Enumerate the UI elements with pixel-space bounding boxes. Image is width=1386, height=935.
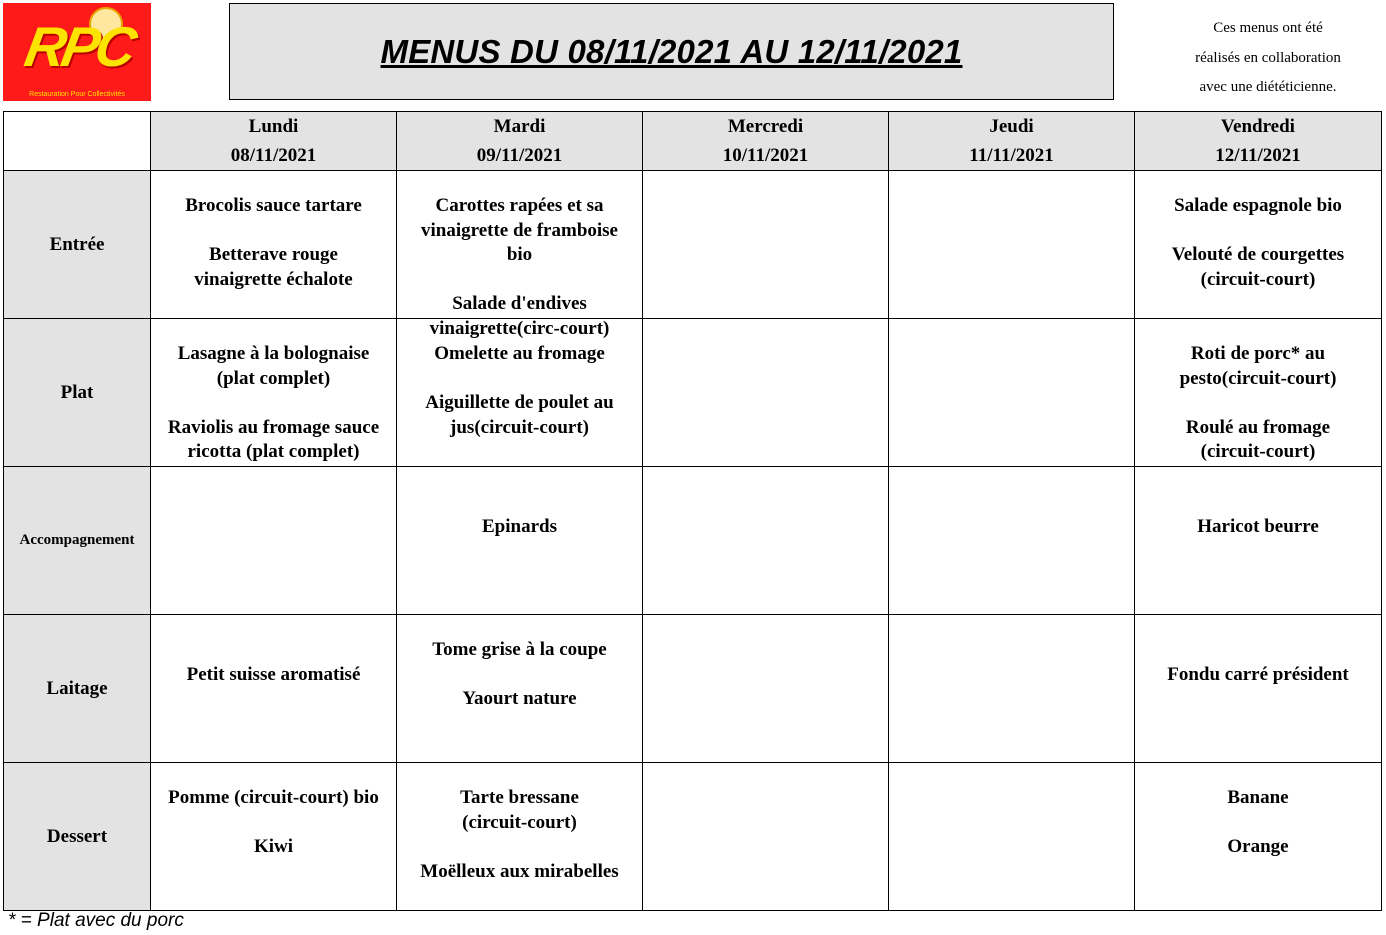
cell-plat-lundi bbox=[151, 319, 397, 467]
dish-line: bio bbox=[506, 244, 533, 265]
logo-subtitle: Restauration Pour Collectivités bbox=[29, 91, 125, 98]
note-line: Ces menus ont été bbox=[1213, 20, 1323, 36]
dish-line: Yaourt nature bbox=[462, 688, 577, 709]
cell-laitage-mardi bbox=[397, 615, 643, 763]
row-entree bbox=[4, 171, 1382, 319]
dish-line: Moëlleux aux mirabelles bbox=[420, 860, 619, 882]
cell-laitage-mercredi bbox=[643, 615, 889, 763]
cell-dessert-mercredi bbox=[643, 763, 889, 911]
cell-plat-mardi bbox=[397, 319, 643, 467]
cell-accompagnement-jeudi bbox=[889, 467, 1135, 615]
dish-line: ricotta (plat complet) bbox=[187, 441, 360, 462]
dish-line: Tome grise à la coupe bbox=[432, 639, 607, 660]
logo-letters: RPC bbox=[20, 15, 138, 78]
dish-line: Banane bbox=[1227, 787, 1289, 808]
cell-entree-lundi bbox=[151, 171, 397, 319]
cell-accompagnement-vendredi bbox=[1135, 467, 1382, 615]
category-entree: Entrée bbox=[4, 171, 151, 319]
page-title: MENUS DU 08/11/2021 AU 12/11/2021 bbox=[380, 32, 963, 70]
company-logo bbox=[3, 3, 151, 101]
dish-line: (plat complet) bbox=[216, 367, 331, 389]
cell-entree-mercredi bbox=[643, 171, 889, 319]
dish-line: vinaigrette échalote bbox=[194, 268, 353, 290]
day-date: 09/11/2021 bbox=[476, 145, 563, 166]
cell-laitage-jeudi bbox=[889, 615, 1135, 763]
day-date: 11/11/2021 bbox=[969, 145, 1054, 166]
day-header-vendredi bbox=[1135, 112, 1382, 171]
cell-plat-jeudi bbox=[889, 319, 1135, 467]
dish-line: (circuit-court) bbox=[462, 811, 577, 833]
cell-entree-vendredi bbox=[1135, 171, 1382, 319]
cell-dessert-vendredi bbox=[1135, 763, 1382, 911]
dish-line: Salade espagnole bio bbox=[1174, 195, 1342, 216]
row-accompagnement bbox=[4, 467, 1382, 615]
dish-line: (circuit-court) bbox=[1200, 441, 1316, 462]
dish-line: (circuit-court) bbox=[1200, 268, 1316, 290]
dish-line: Omelette au fromage bbox=[434, 343, 605, 364]
day-date: 10/11/2021 bbox=[722, 145, 809, 166]
note-line: avec une diététicienne. bbox=[1199, 79, 1337, 95]
day-header-lundi bbox=[151, 112, 397, 171]
cell-plat-mercredi bbox=[643, 319, 889, 467]
day-header-jeudi bbox=[889, 112, 1135, 171]
dish-line: Raviolis au fromage sauce bbox=[167, 416, 380, 438]
row-plat bbox=[4, 319, 1382, 467]
category-accompagnement: Accompagnement bbox=[4, 467, 151, 615]
table-corner bbox=[4, 112, 151, 171]
day-name: Mardi bbox=[493, 116, 546, 137]
category-laitage: Laitage bbox=[4, 615, 151, 763]
dish-line: vinaigrette(circ-court) bbox=[429, 317, 610, 339]
menu-table bbox=[3, 111, 1382, 911]
dish-line: Roulé au fromage bbox=[1185, 416, 1331, 438]
category-plat: Plat bbox=[4, 319, 151, 467]
cell-dessert-lundi bbox=[151, 763, 397, 911]
day-name: Vendredi bbox=[1221, 116, 1295, 137]
note-line: réalisés en collaboration bbox=[1195, 49, 1341, 66]
dish-line: Kiwi bbox=[253, 836, 294, 857]
day-name: Jeudi bbox=[989, 116, 1034, 137]
day-date: 12/11/2021 bbox=[1215, 145, 1301, 166]
day-name: Lundi bbox=[248, 116, 299, 137]
cell-accompagnement-lundi bbox=[151, 467, 397, 615]
day-date: 08/11/2021 bbox=[230, 145, 317, 166]
dish-line: Carottes rapées et sa bbox=[435, 195, 604, 216]
cell-accompagnement-mardi bbox=[397, 467, 643, 615]
cell-laitage-vendredi bbox=[1135, 615, 1382, 763]
row-dessert bbox=[4, 763, 1382, 911]
dish-line: Salade d'endives bbox=[452, 293, 587, 314]
cell-dessert-jeudi bbox=[889, 763, 1135, 911]
dish-line: Tarte bressane bbox=[460, 787, 579, 808]
dish-line: Fondu carré président bbox=[1167, 663, 1349, 685]
day-header-mardi bbox=[397, 112, 643, 171]
day-header-mercredi bbox=[643, 112, 889, 171]
dish-line: Aiguillette de poulet au bbox=[425, 392, 614, 413]
cell-accompagnement-mercredi bbox=[643, 467, 889, 615]
dish-line: Velouté de courgettes bbox=[1171, 244, 1345, 265]
day-name: Mercredi bbox=[727, 116, 804, 137]
dish-line: Roti de porc* au bbox=[1190, 343, 1326, 364]
dish-line: Orange bbox=[1227, 836, 1289, 857]
dish-line: vinaigrette de framboise bbox=[421, 219, 618, 241]
dietitian-note bbox=[1150, 14, 1386, 103]
dish-line: Haricot beurre bbox=[1197, 515, 1319, 537]
cell-plat-vendredi bbox=[1135, 319, 1382, 467]
dish-line: Lasagne à la bolognaise bbox=[177, 343, 370, 364]
dish-line: pesto(circuit-court) bbox=[1179, 367, 1337, 389]
title-box bbox=[229, 3, 1114, 100]
pork-footnote: * = Plat avec du porc bbox=[8, 910, 184, 931]
dish-line: Epinards bbox=[482, 515, 557, 537]
cell-dessert-mardi bbox=[397, 763, 643, 911]
cell-entree-jeudi bbox=[889, 171, 1135, 319]
dish-line: Pomme (circuit-court) bio bbox=[168, 787, 379, 808]
dish-line: Betterave rouge bbox=[209, 244, 338, 265]
cell-laitage-lundi bbox=[151, 615, 397, 763]
dish-line: Petit suisse aromatisé bbox=[186, 663, 361, 685]
dish-line: jus(circuit-court) bbox=[450, 416, 589, 438]
dish-line: Brocolis sauce tartare bbox=[185, 195, 362, 216]
row-laitage bbox=[4, 615, 1382, 763]
cell-entree-mardi bbox=[397, 171, 643, 339]
category-dessert: Dessert bbox=[4, 763, 151, 911]
